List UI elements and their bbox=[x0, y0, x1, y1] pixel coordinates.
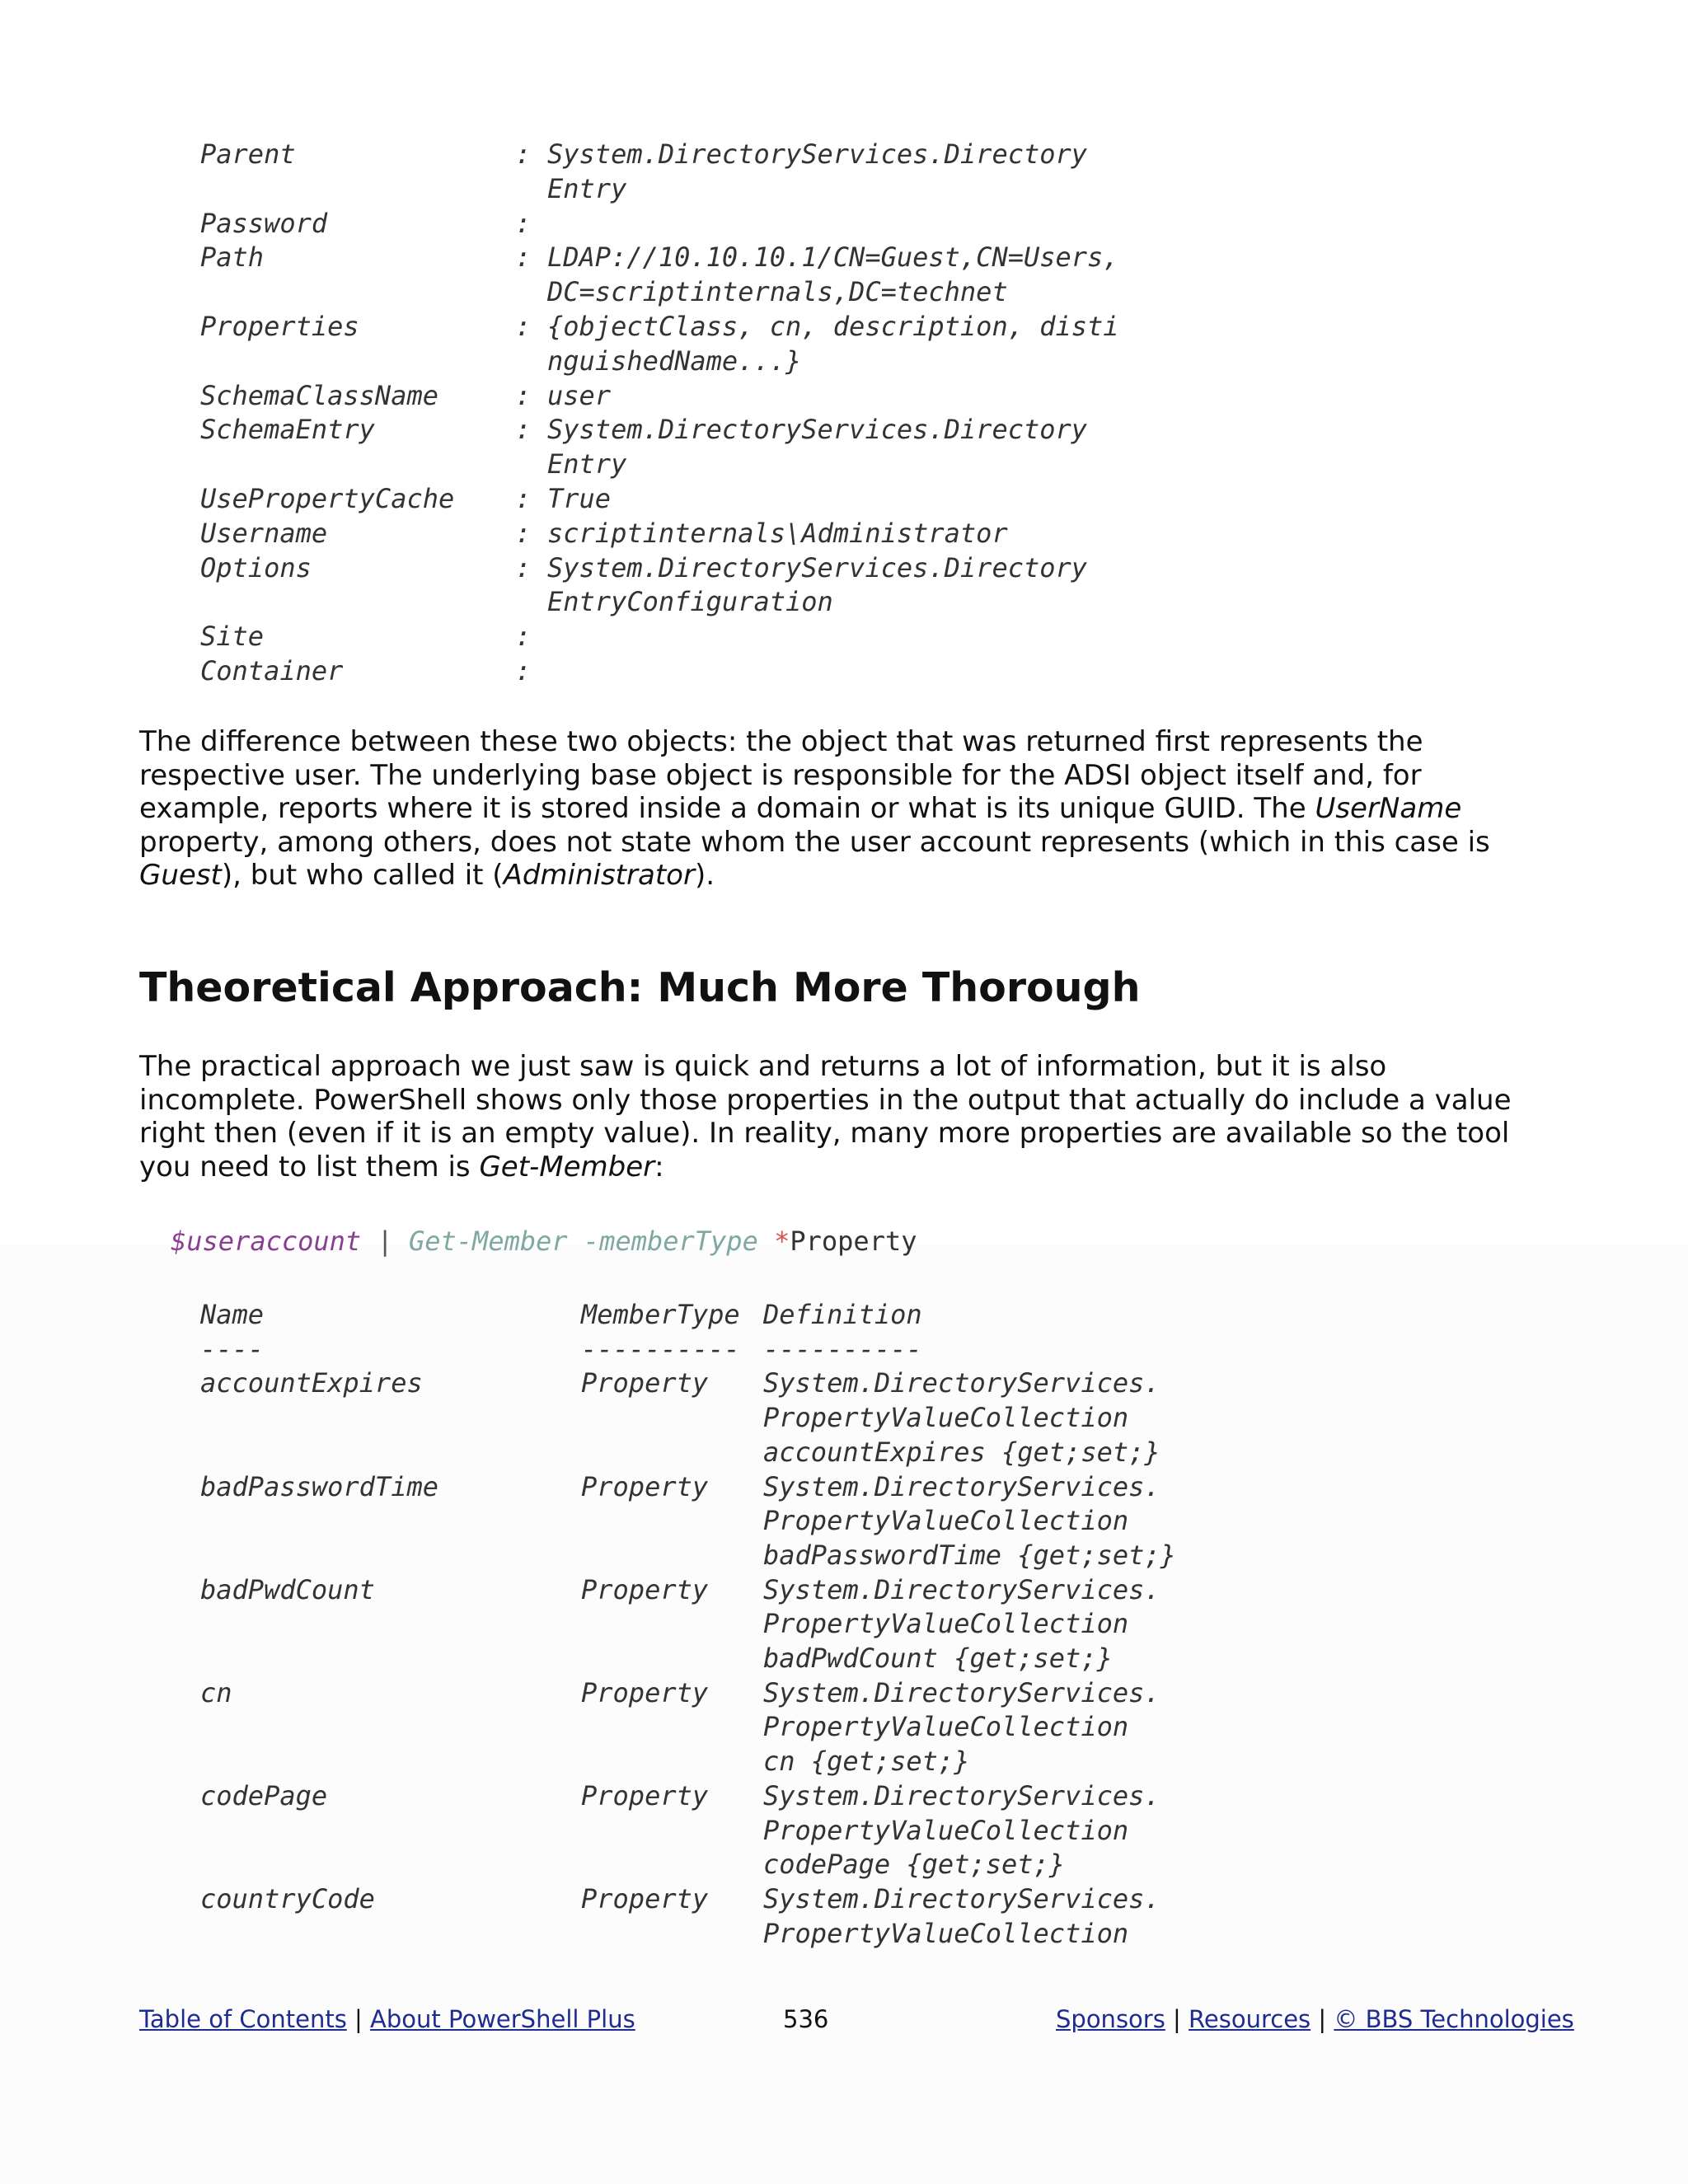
table-row-membertype: Property bbox=[581, 1470, 709, 1502]
para-text: ), but who called it ( bbox=[221, 859, 504, 892]
intro-paragraph bbox=[139, 1050, 1557, 1183]
command-cmdlet: Get-Member bbox=[408, 1226, 568, 1257]
property-separator: : bbox=[515, 483, 532, 514]
table-of-contents-link[interactable]: Table of Contents bbox=[139, 2005, 347, 2033]
table-row-name: badPwdCount bbox=[200, 1573, 375, 1605]
sponsors-link[interactable]: Sponsors bbox=[1056, 2005, 1165, 2033]
property-name: Site bbox=[200, 621, 265, 653]
footer-right bbox=[1056, 2003, 1574, 2036]
about-powershell-plus-link[interactable]: About PowerShell Plus bbox=[370, 2005, 635, 2033]
property-value: user bbox=[547, 379, 612, 411]
property-name: SchemaClassName bbox=[200, 379, 438, 411]
property-separator: : bbox=[515, 517, 532, 549]
table-row-name: accountExpires bbox=[200, 1367, 423, 1399]
para-emphasis: Get-Member bbox=[479, 1150, 655, 1183]
property-name: Password bbox=[200, 207, 328, 239]
property-value: System.DirectoryServices.Directory bbox=[547, 138, 1088, 170]
table-underline: ---- bbox=[200, 1333, 265, 1365]
para-text: The difference between these two objects: the object that was returned first represents the respective user. The underlying base object is responsible for the ADSI object itself and, for example, reports where it is stored inside a domain or what is its unique GUID. The bbox=[139, 725, 1423, 825]
property-value: System.DirectoryServices.Directory bbox=[547, 414, 1088, 446]
property-separator: : bbox=[515, 655, 532, 687]
table-row-definition: badPasswordTime {get;set;} bbox=[763, 1539, 1176, 1571]
table-row-membertype: Property bbox=[581, 1779, 709, 1811]
section-heading: Theoretical Approach: Much More Thorough bbox=[139, 964, 1141, 1011]
table-row-definition: PropertyValueCollection bbox=[763, 1505, 1129, 1537]
property-value: Entry bbox=[547, 172, 627, 204]
property-name: SchemaEntry bbox=[200, 414, 375, 446]
property-name: Container bbox=[200, 655, 344, 687]
table-row-definition: cn {get;set;} bbox=[763, 1746, 970, 1778]
table-row-definition: PropertyValueCollection bbox=[763, 1608, 1129, 1640]
table-row-definition: System.DirectoryServices. bbox=[763, 1573, 1160, 1605]
property-name: Properties bbox=[200, 311, 359, 342]
command-wildcard: * bbox=[774, 1226, 790, 1257]
property-value: Entry bbox=[547, 448, 627, 480]
property-value: nguishedName...} bbox=[547, 344, 802, 377]
table-row-membertype: Property bbox=[581, 1573, 709, 1605]
copyright-link[interactable]: © BBS Technologies bbox=[1334, 2005, 1574, 2033]
table-row-definition: System.DirectoryServices. bbox=[763, 1882, 1160, 1915]
property-separator: : bbox=[515, 311, 532, 342]
property-value: True bbox=[547, 483, 612, 514]
property-separator: : bbox=[515, 551, 532, 583]
table-row-definition: PropertyValueCollection bbox=[763, 1402, 1129, 1434]
footer-separator: | bbox=[1173, 2005, 1181, 2033]
property-value: System.DirectoryServices.Directory bbox=[547, 551, 1088, 583]
property-value: DC=scriptinternals,DC=technet bbox=[547, 276, 1008, 308]
table-row-definition: codePage {get;set;} bbox=[763, 1849, 1066, 1881]
table-row-membertype: Property bbox=[581, 1367, 709, 1399]
table-header-name: Name bbox=[200, 1299, 265, 1330]
command-variable: $useraccount bbox=[171, 1226, 362, 1257]
property-separator: : bbox=[515, 138, 532, 170]
command-value: Property bbox=[790, 1226, 917, 1257]
table-row-membertype: Property bbox=[581, 1882, 709, 1915]
table-underline: ---------- bbox=[581, 1333, 740, 1365]
table-row-name: codePage bbox=[200, 1779, 328, 1811]
table-header-membertype: MemberType bbox=[581, 1299, 740, 1330]
table-row-definition: System.DirectoryServices. bbox=[763, 1779, 1160, 1811]
table-row-definition: PropertyValueCollection bbox=[763, 1917, 1129, 1949]
table-row-name: cn bbox=[200, 1676, 232, 1708]
table-underline: ---------- bbox=[763, 1333, 922, 1365]
table-header-definition: Definition bbox=[763, 1299, 922, 1330]
table-row-definition: PropertyValueCollection bbox=[763, 1814, 1129, 1846]
property-separator: : bbox=[515, 207, 532, 239]
property-value: LDAP://10.10.10.1/CN=Guest,CN=Users, bbox=[547, 241, 1119, 274]
footer-separator: | bbox=[1318, 2005, 1327, 2033]
property-name: Options bbox=[200, 551, 312, 583]
table-row-name: countryCode bbox=[200, 1882, 375, 1915]
property-value: {objectClass, cn, description, disti bbox=[547, 311, 1119, 342]
footer-left bbox=[139, 2003, 635, 2036]
property-separator: : bbox=[515, 241, 532, 274]
para-text: The practical approach we just saw is quick and returns a lot of information, but it is also incomplete. PowerShell shows only those properties in the output that actually do include a value right then (even if it is an empty value). In reality, many more properties are available so the tool you need to list them is bbox=[139, 1050, 1512, 1183]
property-value: scriptinternals\Administrator bbox=[547, 517, 1008, 549]
table-row-membertype: Property bbox=[581, 1676, 709, 1708]
para-text: property, among others, does not state whom the user account represents (which in this case is bbox=[139, 825, 1490, 859]
table-row-definition: System.DirectoryServices. bbox=[763, 1470, 1160, 1502]
powershell-command bbox=[171, 1224, 917, 1258]
property-name: Username bbox=[200, 517, 328, 549]
table-row-definition: System.DirectoryServices. bbox=[763, 1676, 1160, 1708]
property-value: EntryConfiguration bbox=[547, 586, 833, 618]
property-separator: : bbox=[515, 414, 532, 446]
property-separator: : bbox=[515, 621, 532, 653]
table-row-definition: badPwdCount {get;set;} bbox=[763, 1643, 1113, 1674]
table-row-definition: PropertyValueCollection bbox=[763, 1711, 1129, 1743]
command-pipe: | bbox=[377, 1226, 393, 1257]
table-row-name: badPasswordTime bbox=[200, 1470, 438, 1502]
command-parameter: -memberType bbox=[583, 1226, 758, 1257]
footer-separator: | bbox=[354, 2005, 363, 2033]
property-name: UsePropertyCache bbox=[200, 483, 455, 514]
para-text: ). bbox=[694, 859, 715, 892]
table-row-definition: accountExpires {get;set;} bbox=[763, 1436, 1160, 1468]
table-row-definition: System.DirectoryServices. bbox=[763, 1367, 1160, 1399]
para-emphasis: Administrator bbox=[503, 859, 695, 892]
para-emphasis: Guest bbox=[139, 859, 222, 892]
property-name: Path bbox=[200, 241, 265, 274]
para-text: : bbox=[654, 1150, 664, 1183]
resources-link[interactable]: Resources bbox=[1189, 2005, 1311, 2033]
property-name: Parent bbox=[200, 138, 296, 170]
para-emphasis: UserName bbox=[1315, 792, 1462, 825]
page-number: 536 bbox=[783, 2005, 829, 2033]
property-separator: : bbox=[515, 379, 532, 411]
explanation-paragraph bbox=[139, 725, 1557, 893]
